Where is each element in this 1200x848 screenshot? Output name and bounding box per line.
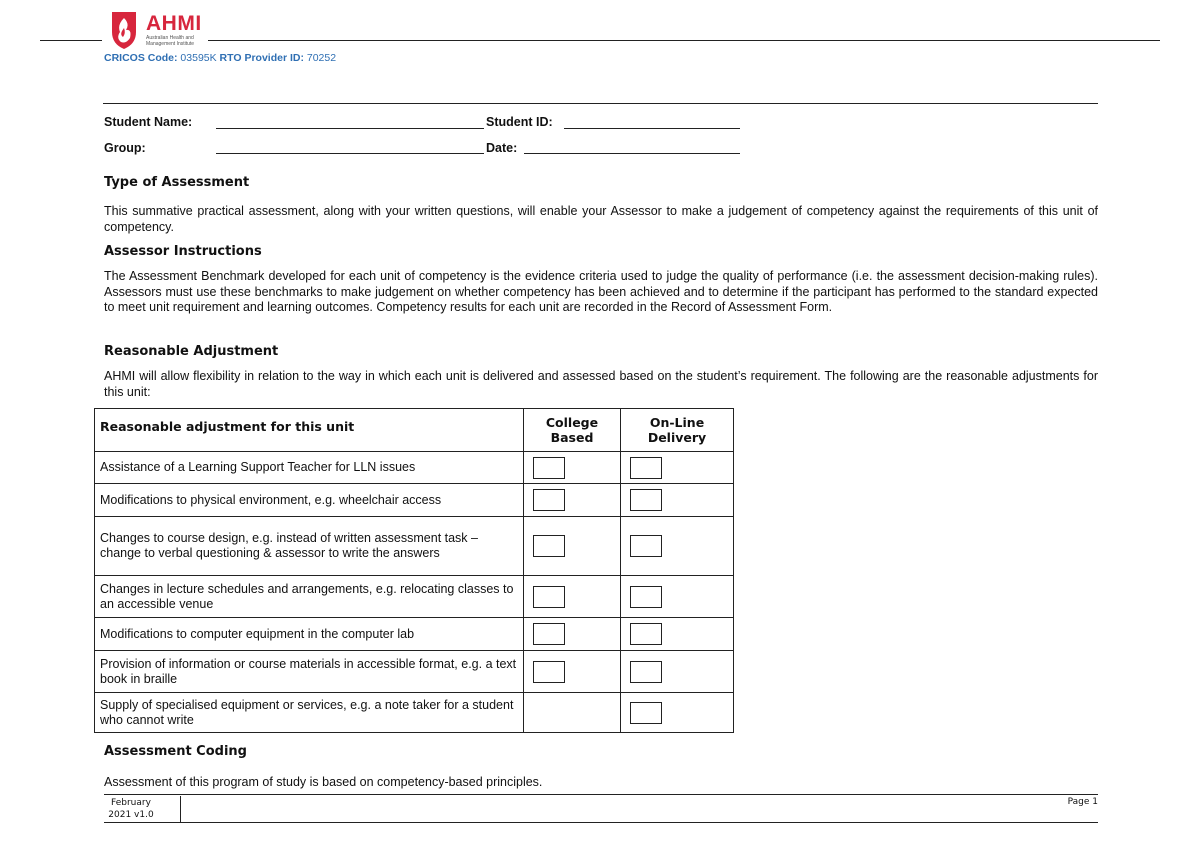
logo-subtitle: Australian Health and Management Institute xyxy=(146,35,195,47)
table-row xyxy=(95,693,734,733)
assessor-text: The Assessment Benchmark developed for each unit of competency is the evidence criteria used to judge the quality of performance (i.e. the assessment decision-making rules). Assessors must use these benchmarks to make judgement on whether competency has been achieved and to determine if the participant has performed to the standard expected to meet unit requirement and learning outcomes. Competency results for each unit are recorded in the Record of Assessment Form. xyxy=(104,269,1098,314)
footer-version: February 2021 v1.0 xyxy=(108,798,154,820)
assessor-heading: Assessor Instructions xyxy=(104,244,262,259)
row-description: Modifications to computer equipment in the computer lab xyxy=(95,618,524,651)
table-row xyxy=(95,576,734,618)
coding-text: Assessment of this program of study is based on competency-based principles. xyxy=(104,775,543,789)
group-label: Group: xyxy=(104,141,146,155)
title-rule xyxy=(103,103,1098,104)
row-description: Assistance of a Learning Support Teacher for LLN issues xyxy=(95,452,524,484)
row-description: Supply of specialised equipment or services, e.g. a note taker for a student who cannot write xyxy=(95,693,524,733)
online-checkbox[interactable] xyxy=(630,661,662,683)
header-rule-left xyxy=(40,40,102,41)
college-checkbox[interactable] xyxy=(533,535,565,557)
footer-rule-top xyxy=(104,794,1098,795)
row-description: Provision of information or course materials in accessible format, e.g. a text book in braille xyxy=(95,651,524,693)
student-name-field[interactable] xyxy=(216,128,484,129)
college-checkbox[interactable] xyxy=(533,489,565,511)
student-id-label: Student ID: xyxy=(486,115,553,129)
online-checkbox[interactable] xyxy=(630,457,662,479)
reasonable-heading: Reasonable Adjustment xyxy=(104,344,279,359)
table-header-row xyxy=(95,409,734,452)
type-text: This summative practical assessment, along with your written questions, will enable your Assessor to make a judgement of competency against the requirements of this unit of competency. xyxy=(104,204,1098,234)
table-row xyxy=(95,452,734,484)
col-adjustment-header: Reasonable adjustment for this unit xyxy=(95,409,524,452)
footer-divider xyxy=(180,796,181,822)
student-id-field[interactable] xyxy=(564,128,740,129)
row-description: Changes to course design, e.g. instead of written assessment task – change to verbal questioning & assessor to write the answers xyxy=(95,517,524,576)
col-online-header: On-Line Delivery xyxy=(621,409,734,452)
college-checkbox[interactable] xyxy=(533,623,565,645)
reasonable-text: AHMI will allow flexibility in relation to the way in which each unit is delivered and assessed based on the student’s requirement. The following are the reasonable adjustments for this unit: xyxy=(104,369,1098,399)
date-field[interactable] xyxy=(524,153,740,154)
type-heading: Type of Assessment xyxy=(104,175,250,190)
adjustment-table xyxy=(94,408,734,733)
online-checkbox[interactable] xyxy=(630,535,662,557)
footer-rule-bottom xyxy=(104,822,1098,823)
coding-heading: Assessment Coding xyxy=(104,744,247,759)
cricos-label: CRICOS Code: xyxy=(104,52,178,64)
online-checkbox[interactable] xyxy=(630,702,662,724)
row-description: Modifications to physical environment, e.g. wheelchair access xyxy=(95,484,524,517)
date-label: Date: xyxy=(486,141,518,155)
college-checkbox[interactable] xyxy=(533,586,565,608)
table-row xyxy=(95,517,734,576)
rto-label: RTO Provider ID: xyxy=(219,52,304,64)
logo-wordmark: AHMI xyxy=(146,12,202,35)
online-checkbox[interactable] xyxy=(630,623,662,645)
table-row xyxy=(95,651,734,693)
page-number: Page 1 xyxy=(1067,797,1098,807)
col-college-header: College Based xyxy=(524,409,621,452)
row-description: Changes in lecture schedules and arrangements, e.g. relocating classes to an accessible venue xyxy=(95,576,524,618)
cricos-value: 03595K xyxy=(180,52,217,64)
header-rule-right xyxy=(208,40,1160,41)
group-field[interactable] xyxy=(216,153,484,154)
college-checkbox[interactable] xyxy=(533,457,565,479)
rto-value: 70252 xyxy=(306,52,337,64)
flame-shield-icon xyxy=(104,10,144,50)
college-checkbox[interactable] xyxy=(533,661,565,683)
student-name-label: Student Name: xyxy=(104,115,193,129)
cricos-line xyxy=(104,52,336,64)
table-row xyxy=(95,484,734,517)
online-checkbox[interactable] xyxy=(630,489,662,511)
online-checkbox[interactable] xyxy=(630,586,662,608)
table-row xyxy=(95,618,734,651)
